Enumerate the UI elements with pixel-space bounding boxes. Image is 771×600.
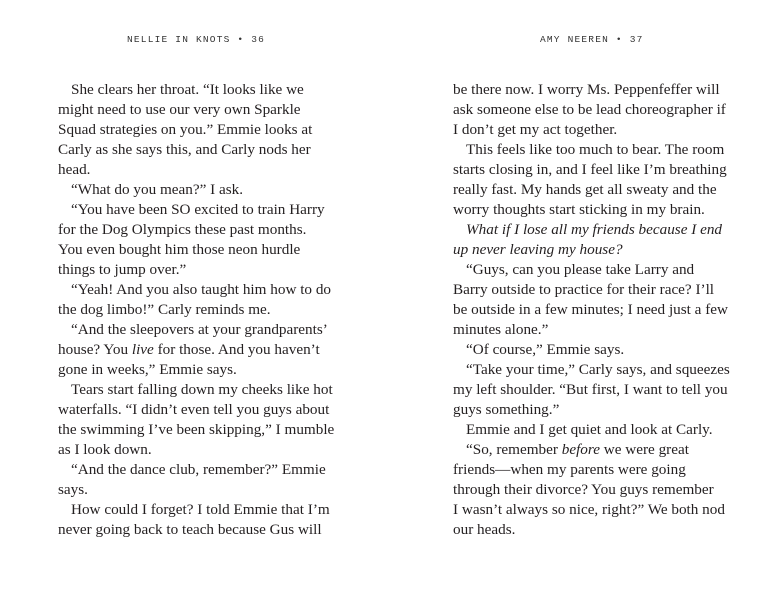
text-segment: worry thoughts start sticking in my brain. [453,201,705,218]
text-line [453,80,771,100]
text-segment: my left shoulder. “But first, I want to tell you [453,381,728,398]
text-line [58,320,378,340]
left-page-body [58,80,378,540]
text-segment: as I look down. [58,441,152,458]
right-running-header: AMY NEEREN • 37 [540,34,644,45]
text-line [453,140,771,160]
text-segment: house? You [58,341,132,358]
text-line [58,420,378,440]
text-segment: “And the sleepovers at your grandparents’ [71,321,328,338]
text-line [453,480,771,500]
text-segment: Tears start falling down my cheeks like hot [71,381,333,398]
text-segment: Squad strategies on you.” Emmie looks at [58,121,313,138]
text-segment: “And the dance club, remember?” Emmie [71,461,326,478]
text-line [58,440,378,460]
text-segment: things to jump over.” [58,261,187,278]
text-segment: might need to use our very own Sparkle [58,101,301,118]
text-line [453,220,771,240]
text-line [58,380,378,400]
text-segment: I wasn’t always so nice, right?” We both nod [453,501,725,518]
text-segment: says. [58,481,88,498]
text-line [453,240,771,260]
text-segment: This feels like too much to bear. The room [466,141,725,158]
text-line [453,340,771,360]
text-line [58,460,378,480]
text-segment: You even bought him those neon hurdle [58,241,301,258]
text-segment: really fast. My hands get all sweaty and the [453,181,717,198]
text-segment: never going back to teach because Gus will [58,521,322,538]
text-line [453,420,771,440]
text-segment: “You have been SO excited to train Harry [71,201,325,218]
italic-text: live [131,341,154,358]
text-segment: for those. And you haven’t [153,341,320,358]
text-segment: minutes alone.” [453,321,549,338]
text-line [453,260,771,280]
text-line [58,480,378,500]
text-line [58,80,378,100]
text-line [58,360,378,380]
text-segment: “So, remember [466,441,562,458]
text-line [453,200,771,220]
text-line [58,280,378,300]
text-segment: How could I forget? I told Emmie that I’m [71,501,330,518]
text-segment: gone in weeks,” Emmie says. [58,361,237,378]
text-segment: “Of course,” Emmie says. [466,341,625,358]
text-line [58,120,378,140]
text-segment: “Guys, can you please take Larry and [466,261,695,278]
text-segment: ask someone else to be lead choreographer if [453,101,726,118]
text-line [58,140,378,160]
text-line [58,160,378,180]
text-line [453,500,771,520]
text-segment: waterfalls. “I didn’t even tell you guys about [58,401,330,418]
text-segment: friends—when my parents were going [453,461,686,478]
text-line [453,180,771,200]
text-segment: be there now. I worry Ms. Peppenfeffer will [453,81,720,98]
text-segment: starts closing in, and I feel like I’m breathing [453,161,727,178]
italic-text: up never leaving my house? [453,241,623,258]
text-line [453,360,771,380]
text-segment: our heads. [453,521,516,538]
text-segment: “What do you mean?” I ask. [71,181,244,198]
text-line [58,300,378,320]
text-line [453,280,771,300]
text-line [58,520,378,540]
text-segment: for the Dog Olympics these past months. [58,221,307,238]
text-segment: “Yeah! And you also taught him how to do [71,281,332,298]
italic-text: What if I lose all my friends because I end [466,221,723,238]
text-line [58,240,378,260]
text-line [453,380,771,400]
text-segment: be outside in a few minutes; I need just a few [453,301,728,318]
text-line [58,100,378,120]
text-line [453,100,771,120]
right-page-body [453,80,771,540]
text-line [453,520,771,540]
text-line [58,400,378,420]
text-line [453,120,771,140]
text-line [58,340,378,360]
italic-text: before [561,441,600,458]
text-segment: She clears her throat. “It looks like we [71,81,304,98]
text-line [453,300,771,320]
text-line [58,260,378,280]
text-segment: Carly as she says this, and Carly nods her [58,141,311,158]
text-line [58,180,378,200]
text-segment: Barry outside to practice for their race? I’ll [453,281,715,298]
text-segment: Emmie and I get quiet and look at Carly. [466,421,713,438]
text-line [58,220,378,240]
text-line [453,320,771,340]
text-segment: I don’t get my act together. [453,121,618,138]
text-line [453,440,771,460]
text-line [453,460,771,480]
text-segment: the swimming I’ve been skipping,” I mumble [58,421,335,438]
text-line [58,500,378,520]
text-segment: through their divorce? You guys remember [453,481,714,498]
text-line [58,200,378,220]
text-line [453,160,771,180]
text-segment: head. [58,161,91,178]
text-segment: the dog limbo!” Carly reminds me. [58,301,271,318]
text-line [453,400,771,420]
text-segment: “Take your time,” Carly says, and squeezes [466,361,730,378]
text-segment: we were great [599,441,689,458]
text-segment: guys something.” [453,401,560,418]
left-running-header: NELLIE IN KNOTS • 36 [127,34,266,45]
